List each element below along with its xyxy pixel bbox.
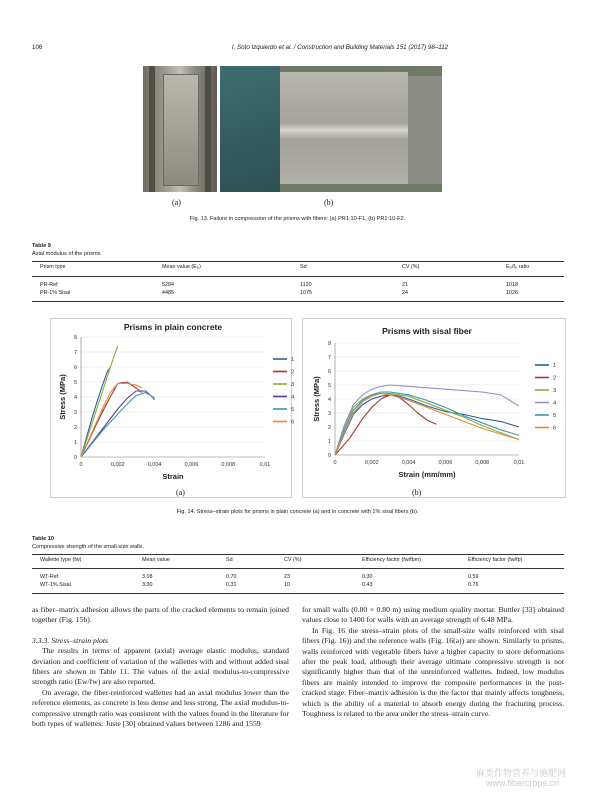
watermark-line1: 麻类作物营养与施肥网 xyxy=(476,768,567,778)
legend-label: 6 xyxy=(291,419,295,426)
table-cell: 0.30 xyxy=(362,574,373,580)
body-left-column xyxy=(32,605,289,729)
y-tick-label: 8 xyxy=(73,335,77,341)
photo-prism-b xyxy=(220,66,442,192)
table-cell: 0.70 xyxy=(226,574,237,580)
table-cell: 1120 xyxy=(300,282,312,288)
y-tick-label: 4 xyxy=(327,397,331,403)
x-tick-label: 0,01 xyxy=(513,460,525,466)
series-line-3 xyxy=(81,346,118,457)
paragraph: In Fig. 16 the stress–strain plots of the small-size walls reinforced with sisal fibers (Fig. 16)) and the reference walls (Fig. 16(a)) are shown. Similarly to prisms, walls reinforced with vegetable fibers have a higher capacity to store deformations after the peak load, although their average ultimate compressive strength is not significantly higher than that of the unreinforced wallettes. Indeed, low modulus fibers are mainly intended to improve the composite performances in the post-cracked stage. Fiber–matrix adhesion is the the factor that mainly affects toughness, which is the ability of a material to absorb energy during the fracturing process. Toughness is related to the area under the stress–strain curve. xyxy=(302,625,564,719)
table-cell: 0.59 xyxy=(468,574,479,580)
table10-header: Efficiency factor (fw/fp) xyxy=(468,557,523,563)
table9-header: CV (%) xyxy=(402,264,420,270)
table9-header: Eₚ/fₚ ratio xyxy=(506,264,530,270)
table9-header-row xyxy=(32,264,567,272)
table-cell: 5284 xyxy=(162,282,174,288)
legend-label: 3 xyxy=(553,388,557,394)
paragraph: On average, the fiber-reinforced wallettes had an axial modulus lower than the reference elements, as concrete is less dense and less strong. The axial modulus-to-compressive strength ratio was consistent with the values found in the literature for both types of wallettes: Juste [30] obtained values between 1286 and 1559 xyxy=(32,687,289,729)
x-tick-label: 0 xyxy=(333,460,337,466)
paragraph: The results in terms of apparent (axial) average elastic modulus, standard deviation and coefficient of variation of the wallettes with and without added sisal fibers are shown in Table 11. The values of the axial modulus-to-compressive strength ratio (Ew/fw) are also reported. xyxy=(32,646,289,687)
legend-label: 1 xyxy=(553,363,557,369)
table9 xyxy=(32,264,564,304)
legend-label: 5 xyxy=(553,413,557,419)
chart-sisal-fiber xyxy=(303,319,565,497)
legend-label: 1 xyxy=(291,357,295,363)
paragraph: as fiber–matrix adhesion allows the parts of the cracked elements to remain joined together (Fig. 15b). xyxy=(32,605,289,625)
photo-prism-a xyxy=(143,66,217,192)
table-row xyxy=(32,282,567,290)
table9-header: Mean value (Eₚ) xyxy=(162,264,201,270)
y-tick-label: 3 xyxy=(327,411,331,417)
fig14-label-a: (a) xyxy=(176,488,185,497)
x-tick-label: 0,002 xyxy=(364,460,379,466)
watermark-line2: www.fibercrops.cn xyxy=(486,778,560,788)
y-axis-label: Stress (MPa) xyxy=(58,374,67,420)
page-number: 106 xyxy=(32,44,43,51)
table10 xyxy=(32,557,564,597)
y-tick-label: 0 xyxy=(327,453,331,459)
table10-header: Sd xyxy=(226,557,233,563)
table-cell: 1026 xyxy=(506,290,518,296)
legend-label: 3 xyxy=(291,382,295,388)
table-cell: 23 xyxy=(284,574,290,580)
x-tick-label: 0 xyxy=(79,462,83,468)
table-cell: 1018 xyxy=(506,282,518,288)
table-cell: 21 xyxy=(402,282,408,288)
table10-subtitle: Compressive strength of the small-size walls. xyxy=(32,544,144,550)
y-tick-label: 2 xyxy=(327,425,331,431)
x-axis-label: Strain (mm/mm) xyxy=(398,470,456,479)
x-tick-label: 0,006 xyxy=(184,462,199,468)
table10-mid-rule xyxy=(32,568,564,569)
x-tick-label: 0,008 xyxy=(221,462,236,468)
table10-header-row xyxy=(32,557,567,565)
y-tick-label: 2 xyxy=(73,425,77,431)
legend-label: 2 xyxy=(291,369,295,376)
table10-header: Efficiency factor (fw/fbm) xyxy=(362,557,421,563)
table-cell: WT-1% Sisal xyxy=(40,582,71,588)
table-row xyxy=(32,290,567,298)
table-cell: 4485 xyxy=(162,290,174,296)
y-tick-label: 6 xyxy=(73,365,77,371)
table10-header: Mean value xyxy=(142,557,170,563)
table10-header: CV (%) xyxy=(284,557,302,563)
y-axis-label: Stress (MPa) xyxy=(312,376,321,422)
table-cell: 1075 xyxy=(300,290,312,296)
y-tick-label: 1 xyxy=(73,440,77,446)
table-cell: 0.31 xyxy=(226,582,237,588)
fig13-label-b: (b) xyxy=(324,198,334,207)
y-tick-label: 6 xyxy=(327,369,331,375)
y-tick-label: 5 xyxy=(73,380,77,386)
table-cell: 0.76 xyxy=(468,582,479,588)
table-cell: 3.08 xyxy=(142,574,153,580)
legend-label: 4 xyxy=(291,394,295,401)
y-tick-label: 4 xyxy=(73,395,77,401)
fig13-label-a: (a) xyxy=(172,198,181,207)
table-row xyxy=(32,582,567,590)
legend-label: 6 xyxy=(553,425,557,432)
fig14-label-b: (b) xyxy=(412,488,422,497)
table-row xyxy=(32,574,567,582)
fig14-caption: Fig. 14. Stress–strain plots for prisms in plain concrete (a) and in concrete with 1% sisal fibers (b). xyxy=(176,509,419,515)
running-header: I. Soto Izquierdo et al. / Construction and Building Materials 151 (2017) 98–112 xyxy=(231,44,449,51)
x-tick-label: 0,008 xyxy=(475,460,490,466)
section-heading: 3.3.3. Stress–strain plots xyxy=(32,635,108,645)
legend-label: 4 xyxy=(553,400,557,407)
chart-title: Prisms in plain concrete xyxy=(123,322,223,332)
table9-bottom-rule xyxy=(32,301,564,302)
x-tick-label: 0,01 xyxy=(259,462,271,468)
y-tick-label: 7 xyxy=(73,350,77,356)
x-tick-label: 0,004 xyxy=(147,462,162,468)
table-cell: PR-1% Sisal xyxy=(40,290,71,296)
table9-mid-rule xyxy=(32,276,564,277)
table9-subtitle: Axial modulus of the prisms. xyxy=(32,251,102,257)
table-cell: 3.30 xyxy=(142,582,153,588)
legend-label: 5 xyxy=(291,407,295,413)
chart-plain-concrete xyxy=(51,319,295,497)
table-cell: 10 xyxy=(284,582,290,588)
body-right-column xyxy=(302,605,564,719)
x-axis-label: Strain xyxy=(162,472,184,481)
table10-bottom-rule xyxy=(32,593,564,594)
table-cell: 0.43 xyxy=(362,582,373,588)
x-tick-label: 0,002 xyxy=(110,462,125,468)
fig13-caption: Fig. 13. Failure in compression of the prisms with fibers: (a) PR1:10-F1, (b) PR1:10-F2. xyxy=(189,216,406,222)
chart-sisal-frame xyxy=(302,318,566,498)
paragraph: for small walls (0.80 × 0.80 m) using medium quality mortar. Buttler [33] obtained values close to 1400 for walls with an average strength of 6.48 MPa. xyxy=(302,605,564,625)
chart-title: Prisms with sisal fiber xyxy=(382,326,472,336)
y-tick-label: 5 xyxy=(327,383,331,389)
x-tick-label: 0,004 xyxy=(401,460,416,466)
table-cell: PR-Ref xyxy=(40,282,58,288)
table9-title: Table 9 xyxy=(32,243,51,249)
legend-label: 2 xyxy=(553,375,557,382)
table9-header: Prism type xyxy=(40,264,66,270)
table10-header: Wallette type (fw) xyxy=(40,557,82,563)
y-tick-label: 0 xyxy=(73,455,77,461)
x-tick-label: 0,006 xyxy=(438,460,453,466)
table-cell: WT-Ref xyxy=(40,574,59,580)
table-cell: 24 xyxy=(402,290,408,296)
table9-top-rule xyxy=(32,261,564,262)
table9-header: Sd xyxy=(300,264,307,270)
y-tick-label: 7 xyxy=(327,355,331,361)
chart-plain-concrete-frame xyxy=(50,318,295,498)
y-tick-label: 8 xyxy=(327,341,331,347)
y-tick-label: 1 xyxy=(327,439,331,445)
table10-title: Table 10 xyxy=(32,536,54,542)
table10-top-rule xyxy=(32,554,564,555)
y-tick-label: 3 xyxy=(73,410,77,416)
series-line-1 xyxy=(335,395,519,455)
